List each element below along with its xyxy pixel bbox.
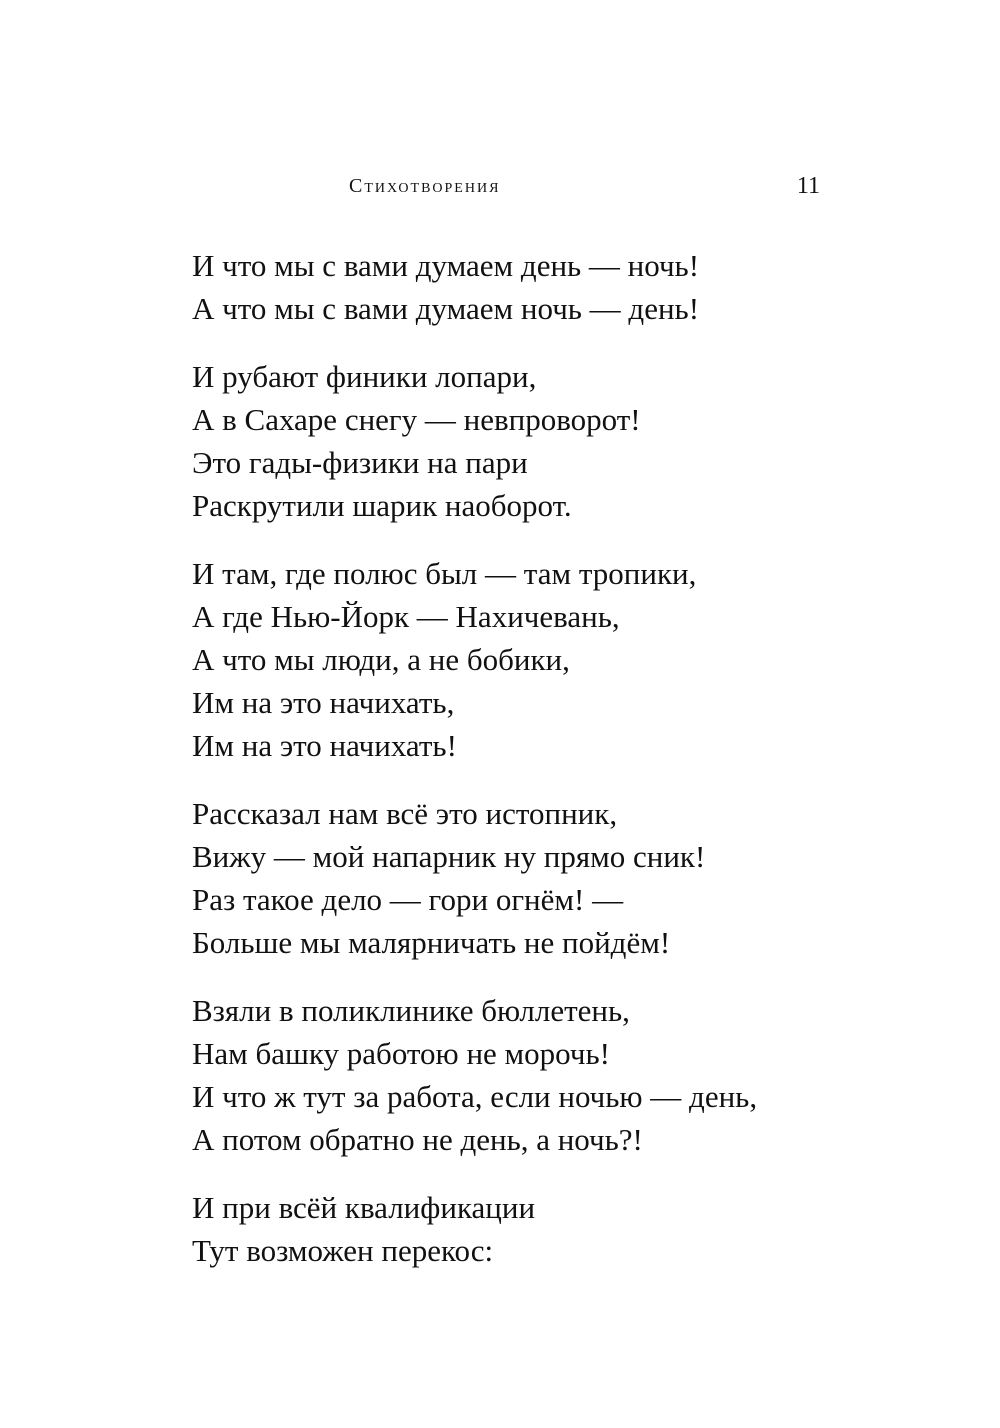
poem-line: И там, где полюс был — там тропики, [192, 556, 697, 591]
poem-line: И рубают финики лопари, [192, 359, 537, 394]
stanza-5 [192, 989, 892, 1161]
poem-line: А что мы люди, а не бобики, [192, 642, 570, 677]
stanza-3 [192, 552, 892, 767]
running-header [192, 170, 820, 202]
poem-line: Им на это начихать! [192, 728, 457, 763]
poem-line: Им на это начихать, [192, 685, 455, 720]
poem-line: Рассказал нам всё это истопник, [192, 796, 618, 831]
poem-line: Вижу — мой напарник ну прямо сник! [192, 839, 706, 874]
page-number: 11 [796, 173, 820, 199]
poem-line: А потом обратно не день, а ночь?! [192, 1122, 643, 1157]
poem-line: Взяли в поликлинике бюллетень, [192, 993, 630, 1028]
poem-line: И при всёй квалификации [192, 1190, 536, 1225]
poem-line: Это гады-физики на пари [192, 445, 528, 480]
poem-line: А в Сахаре снегу — невпроворот! [192, 402, 641, 437]
poem-line: Больше мы малярничать не пойдём! [192, 925, 671, 960]
poem-line: Нам башку работою не морочь! [192, 1036, 610, 1071]
stanza-4 [192, 792, 892, 964]
poem-line: А что мы с вами думаем ночь — день! [192, 291, 700, 326]
poem-line: А где Нью-Йорк — Нахичевань, [192, 599, 620, 634]
poem-line: И что ж тут за работа, если ночью — день, [192, 1079, 758, 1114]
stanza-2 [192, 355, 892, 527]
poem-body [192, 244, 892, 1297]
poem-line: Раскрутили шарик наоборот. [192, 488, 572, 523]
poem-line: Тут возможен перекос: [192, 1233, 494, 1268]
running-title: Стихотворения [349, 175, 501, 197]
stanza-1 [192, 244, 892, 330]
stanza-6 [192, 1186, 892, 1272]
poem-line: Раз такое дело — гори огнём! — [192, 882, 624, 917]
poem-line: И что мы с вами думаем день — ночь! [192, 248, 700, 283]
